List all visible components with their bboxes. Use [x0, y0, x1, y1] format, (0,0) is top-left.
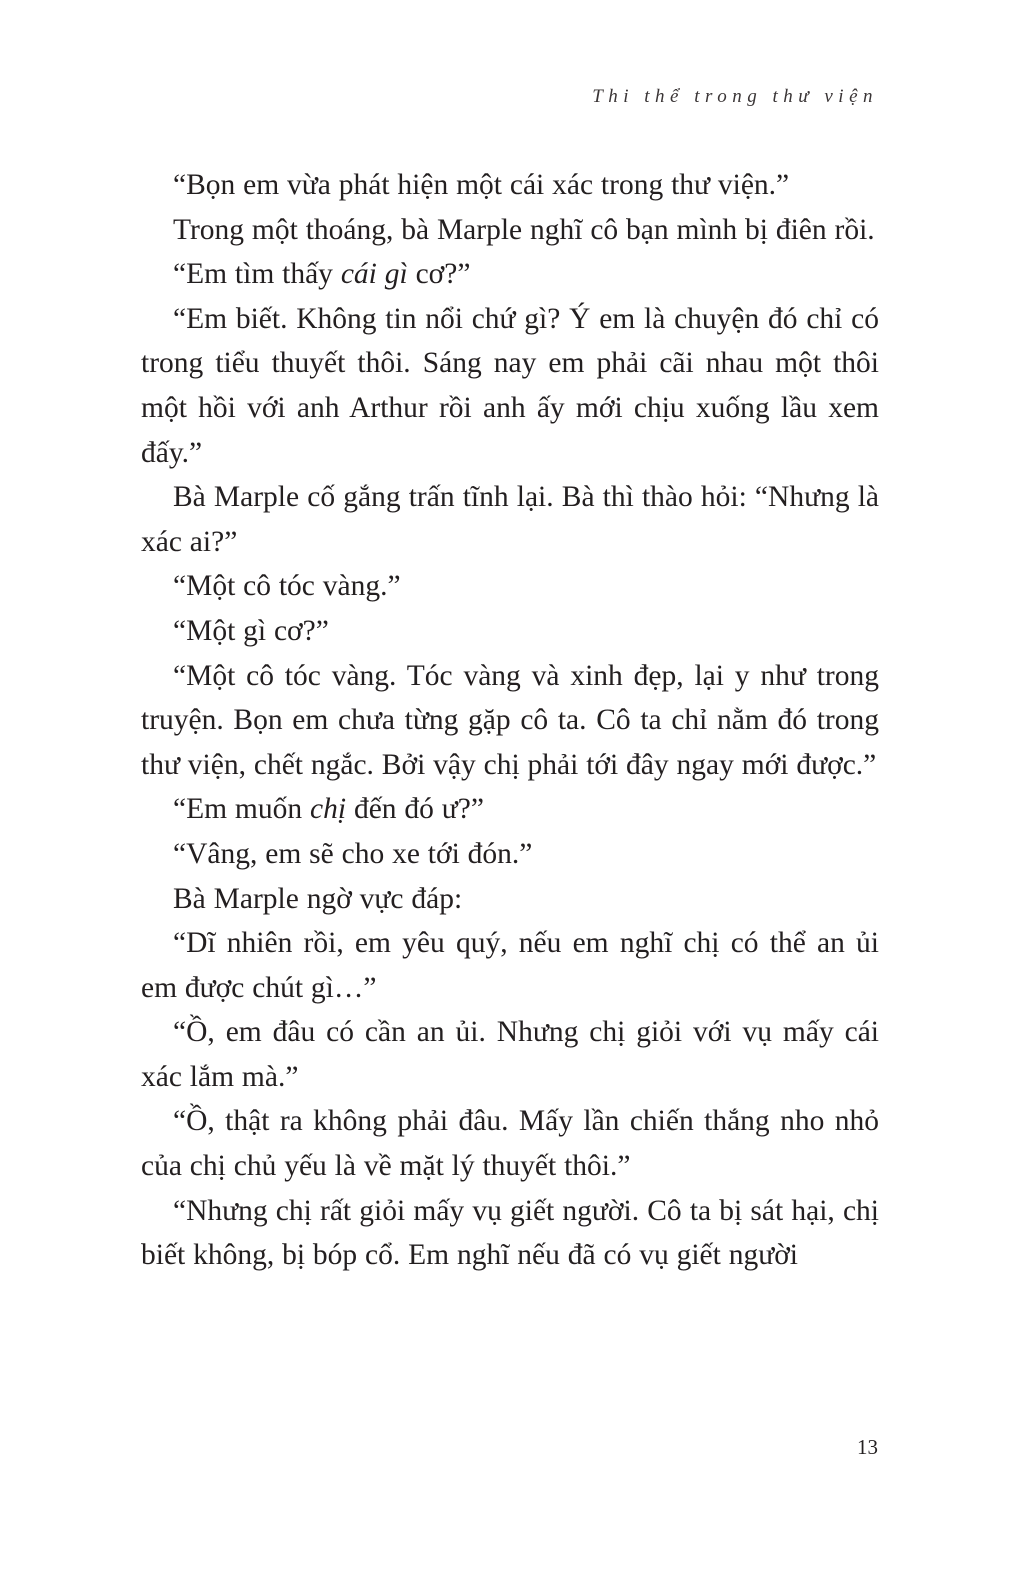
paragraph: [141, 787, 879, 832]
paragraph: “Bọn em vừa phát hiện một cái xác trong thư viện.”: [173, 169, 790, 201]
page-number: 13: [857, 1435, 878, 1459]
paragraph: Trong một thoáng, bà Marple nghĩ cô bạn mình bị điên rồi.: [173, 213, 875, 246]
paragraph-text: “Em tìm thấy: [173, 258, 341, 291]
body-text: [141, 163, 879, 1278]
paragraph: “Ồ, thật ra không phải đâu. Mấy lần chiến thắng nho nhỏ của chị chủ yếu là về mặt lý thuyết thôi.”: [141, 1105, 879, 1183]
paragraph: “Dĩ nhiên rồi, em yêu quý, nếu em nghĩ chị có thể an ủi em được chút gì…”: [141, 927, 879, 1004]
paragraph: Bà Marple cố gắng trấn tĩnh lại. Bà thì thào hỏi: “Nhưng là xác ai?”: [141, 481, 879, 558]
paragraph: “Một cô tóc vàng. Tóc vàng và xinh đẹp, lại y như trong truyện. Bọn em chưa từng gặp cô ta. Cô ta chỉ nằm đó trong thư viện, chết ngắc. Bởi vậy chị phải tới đây ngay mới được.”: [141, 659, 879, 781]
paragraph: “Một cô tóc vàng.”: [173, 570, 401, 603]
emphasis-text: cái gì: [340, 258, 408, 291]
paragraph: “Ồ, em đâu có cần an ủi. Nhưng chị giỏi với vụ mấy cái xác lắm mà.”: [141, 1016, 879, 1093]
paragraph-text: đến đó ư?”: [346, 793, 484, 826]
paragraph: Bà Marple ngờ vực đáp:: [173, 882, 463, 915]
paragraph: “Vâng, em sẽ cho xe tới đón.”: [173, 837, 533, 870]
paragraph: “Em biết. Không tin nổi chứ gì? Ý em là chuyện đó chỉ có trong tiểu thuyết thôi. Sáng nay em phải cãi nhau một thôi một hồi với anh Arthur rồi anh ấy mới chịu xuống lầu xem đấy.”: [141, 302, 879, 469]
paragraph: “Một gì cơ?”: [173, 614, 329, 647]
emphasis-text: chị: [310, 793, 347, 826]
running-header-title: Thi thể trong thư viện: [592, 86, 878, 107]
paragraph-text: cơ?”: [407, 258, 471, 291]
paragraph-text: “Em muốn: [173, 793, 311, 826]
paragraph: “Nhưng chị rất giỏi mấy vụ giết người. Cô ta bị sát hại, chị biết không, bị bóp cổ. Em nghĩ nếu đã có vụ giết người: [141, 1194, 879, 1272]
paragraph: [141, 252, 879, 297]
